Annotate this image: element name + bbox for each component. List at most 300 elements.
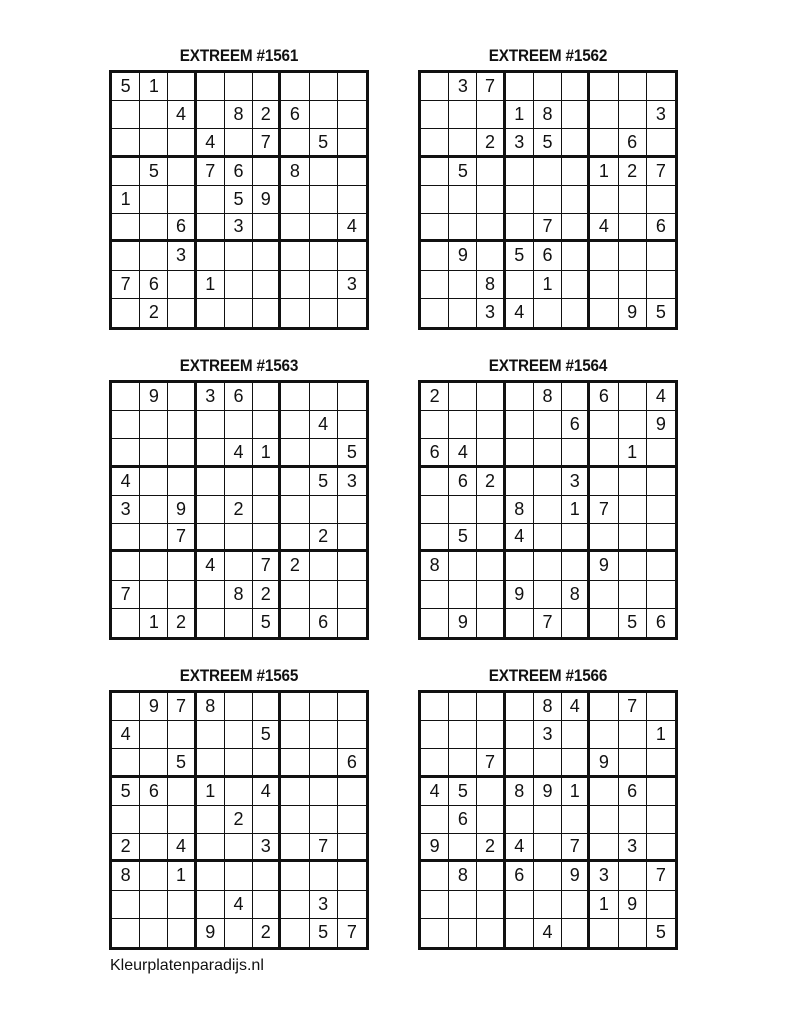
- sudoku-cell: 6: [619, 778, 647, 806]
- sudoku-cell: [562, 383, 590, 411]
- sudoku-cell: 1: [112, 186, 140, 214]
- sudoku-cell: 3: [562, 468, 590, 496]
- sudoku-cell: [477, 721, 505, 749]
- sudoku-cell: [619, 721, 647, 749]
- sudoku-cell: [562, 299, 590, 327]
- sudoku-cell: 1: [140, 609, 168, 637]
- sudoku-cell: 4: [310, 411, 338, 439]
- sudoku-cell: 9: [534, 778, 562, 806]
- sudoku-cell: 5: [310, 129, 338, 157]
- sudoku-cell: [140, 129, 168, 157]
- sudoku-cell: [590, 834, 618, 862]
- sudoku-cell: [590, 439, 618, 467]
- sudoku-cell: 6: [449, 468, 477, 496]
- sudoku-cell: [421, 186, 449, 214]
- sudoku-cell: [140, 468, 168, 496]
- sudoku-cell: [168, 891, 196, 919]
- sudoku-cell: [112, 242, 140, 270]
- sudoku-cell: [590, 806, 618, 834]
- sudoku-cell: [619, 862, 647, 890]
- sudoku-cell: [506, 919, 534, 947]
- sudoku-cell: [338, 891, 366, 919]
- sudoku-cell: 7: [168, 524, 196, 552]
- sudoku-cell: [647, 129, 675, 157]
- sudoku-cell: [562, 806, 590, 834]
- sudoku-cell: [225, 524, 253, 552]
- sudoku-cell: [421, 524, 449, 552]
- sudoku-cell: 2: [225, 496, 253, 524]
- sudoku-cell: 1: [619, 439, 647, 467]
- sudoku-cell: 5: [310, 468, 338, 496]
- sudoku-cell: 4: [168, 101, 196, 129]
- sudoku-grid: [418, 70, 678, 330]
- sudoku-cell: 5: [112, 73, 140, 101]
- sudoku-cell: 2: [112, 834, 140, 862]
- sudoku-cell: 2: [477, 834, 505, 862]
- sudoku-cell: [449, 129, 477, 157]
- sudoku-cell: [112, 693, 140, 721]
- sudoku-cell: [281, 806, 309, 834]
- sudoku-cell: 8: [562, 581, 590, 609]
- sudoku-cell: [197, 411, 225, 439]
- sudoku-cell: [197, 862, 225, 890]
- sudoku-cell: 3: [310, 891, 338, 919]
- sudoku-cell: [421, 299, 449, 327]
- sudoku-cell: [562, 891, 590, 919]
- sudoku-cell: 9: [619, 299, 647, 327]
- sudoku-cell: [562, 101, 590, 129]
- puzzle-title: EXTREEM #1562: [488, 46, 608, 65]
- puzzle-title: EXTREEM #1563: [179, 356, 299, 375]
- sudoku-cell: [225, 862, 253, 890]
- sudoku-cell: [281, 609, 309, 637]
- sudoku-cell: [619, 749, 647, 777]
- sudoku-cell: 5: [253, 609, 281, 637]
- sudoku-cell: [197, 186, 225, 214]
- sudoku-cell: [421, 242, 449, 270]
- sudoku-cell: [477, 806, 505, 834]
- puzzle-title: EXTREEM #1561: [179, 46, 299, 65]
- sudoku-cell: [619, 101, 647, 129]
- sudoku-cell: 8: [449, 862, 477, 890]
- sudoku-cell: [647, 468, 675, 496]
- sudoku-cell: [421, 214, 449, 242]
- sudoku-cell: 9: [590, 552, 618, 580]
- sudoku-cell: [197, 299, 225, 327]
- sudoku-cell: 3: [112, 496, 140, 524]
- footer-site-name: Kleurplatenparadijs.nl: [110, 957, 264, 974]
- sudoku-cell: [281, 73, 309, 101]
- sudoku-cell: [112, 299, 140, 327]
- sudoku-cell: 1: [590, 158, 618, 186]
- sudoku-cell: 8: [506, 778, 534, 806]
- sudoku-cell: 7: [477, 73, 505, 101]
- sudoku-cell: 5: [619, 609, 647, 637]
- sudoku-cell: 4: [647, 383, 675, 411]
- sudoku-cell: [449, 834, 477, 862]
- sudoku-cell: 9: [140, 383, 168, 411]
- sudoku-cell: [562, 271, 590, 299]
- sudoku-cell: 7: [168, 693, 196, 721]
- sudoku-cell: [310, 806, 338, 834]
- sudoku-cell: [449, 496, 477, 524]
- sudoku-cell: [140, 891, 168, 919]
- sudoku-cell: [590, 186, 618, 214]
- sudoku-cell: [421, 862, 449, 890]
- sudoku-cell: [225, 693, 253, 721]
- sudoku-cell: 6: [338, 749, 366, 777]
- sudoku-cell: [477, 242, 505, 270]
- sudoku-cell: [562, 242, 590, 270]
- sudoku-cell: [281, 749, 309, 777]
- sudoku-cell: 4: [506, 299, 534, 327]
- sudoku-cell: 6: [655, 612, 666, 633]
- sudoku-cell: [562, 214, 590, 242]
- sudoku-cell: [421, 129, 449, 157]
- sudoku-cell: 6: [140, 271, 168, 299]
- sudoku-cell: [253, 524, 281, 552]
- sudoku-cell: [534, 468, 562, 496]
- sudoku-cell: [338, 101, 366, 129]
- sudoku-cell: [112, 383, 140, 411]
- sudoku-cell: [590, 468, 618, 496]
- sudoku-cell: [506, 721, 534, 749]
- sudoku-cell: [421, 271, 449, 299]
- sudoku-cell: [534, 496, 562, 524]
- sudoku-cell: [112, 891, 140, 919]
- sudoku-cell: 4: [506, 524, 534, 552]
- sudoku-cell: [449, 581, 477, 609]
- sudoku-cell: [421, 609, 449, 637]
- sudoku-cell: 8: [534, 101, 562, 129]
- sudoku-cell: [338, 862, 366, 890]
- sudoku-cell: [506, 891, 534, 919]
- sudoku-cell: 3: [168, 242, 196, 270]
- sudoku-cell: 6: [449, 806, 477, 834]
- sudoku-cell: 4: [112, 721, 140, 749]
- sudoku-cell: [338, 552, 366, 580]
- sudoku-cell: 5: [338, 439, 366, 467]
- sudoku-cell: 8: [477, 271, 505, 299]
- sudoku-cell: [449, 919, 477, 947]
- sudoku-cell: [421, 749, 449, 777]
- sudoku-cell: 1: [506, 101, 534, 129]
- sudoku-cell: [112, 129, 140, 157]
- sudoku-cell: 6: [225, 158, 253, 186]
- sudoku-cell: 5: [449, 158, 477, 186]
- sudoku-cell: [590, 73, 618, 101]
- sudoku-cell: 3: [590, 862, 618, 890]
- sudoku-cell: [338, 834, 366, 862]
- sudoku-cell: [310, 383, 338, 411]
- sudoku-cell: [421, 806, 449, 834]
- sudoku-cell: 4: [225, 439, 253, 467]
- sudoku-cell: [506, 271, 534, 299]
- sudoku-cell: [338, 383, 366, 411]
- sudoku-cell: [477, 919, 505, 947]
- sudoku-cell: [168, 299, 196, 327]
- sudoku-cell: [112, 214, 140, 242]
- sudoku-cell: 2: [140, 299, 168, 327]
- sudoku-cell: 7: [253, 129, 281, 157]
- sudoku-cell: 4: [338, 214, 366, 242]
- sudoku-cell: [168, 439, 196, 467]
- sudoku-cell: 3: [477, 299, 505, 327]
- sudoku-cell: [140, 186, 168, 214]
- sudoku-cell: [197, 101, 225, 129]
- sudoku-cell: [338, 73, 366, 101]
- sudoku-cell: [281, 129, 309, 157]
- sudoku-cell: [197, 581, 225, 609]
- sudoku-cell: [647, 271, 675, 299]
- sudoku-cell: 5: [655, 922, 666, 943]
- sudoku-cell: 1: [197, 778, 225, 806]
- sudoku-cell: [421, 891, 449, 919]
- sudoku-cell: 8: [225, 101, 253, 129]
- sudoku-cell: [647, 891, 675, 919]
- sudoku-cell: 2: [225, 806, 253, 834]
- sudoku-cell: [310, 496, 338, 524]
- sudoku-cell: 5: [655, 302, 666, 323]
- sudoku-cell: [619, 186, 647, 214]
- sudoku-cell: 5: [225, 186, 253, 214]
- sudoku-cell: [281, 834, 309, 862]
- sudoku-cell: [310, 862, 338, 890]
- sudoku-cell: [619, 383, 647, 411]
- sudoku-cell: [506, 468, 534, 496]
- sudoku-cell: [225, 411, 253, 439]
- sudoku-cell: 1: [562, 496, 590, 524]
- sudoku-cell: [197, 73, 225, 101]
- sudoku-cell: [197, 721, 225, 749]
- sudoku-cell: [168, 468, 196, 496]
- sudoku-cell: [449, 214, 477, 242]
- sudoku-cell: [590, 101, 618, 129]
- sudoku-cell: [168, 158, 196, 186]
- sudoku-cell: 9: [449, 242, 477, 270]
- sudoku-cell: [449, 693, 477, 721]
- sudoku-cell: [112, 806, 140, 834]
- sudoku-cell: 7: [647, 862, 675, 890]
- sudoku-cell: [619, 919, 647, 947]
- sudoku-cell: [477, 496, 505, 524]
- sudoku-cell: 2: [253, 101, 281, 129]
- sudoku-cell: 3: [534, 721, 562, 749]
- sudoku-cell: 9: [168, 496, 196, 524]
- sudoku-cell: [477, 581, 505, 609]
- sudoku-cell: [168, 129, 196, 157]
- sudoku-cell: 3: [253, 834, 281, 862]
- sudoku-cell: [310, 299, 338, 327]
- sudoku-cell: [647, 242, 675, 270]
- sudoku-cell: [225, 73, 253, 101]
- sudoku-grid: [418, 380, 678, 640]
- sudoku-cell: [253, 299, 281, 327]
- sudoku-cell: [477, 693, 505, 721]
- sudoku-cell: 4: [197, 129, 225, 157]
- sudoku-cell: [506, 73, 534, 101]
- sudoku-cell: [281, 468, 309, 496]
- sudoku-cell: [310, 242, 338, 270]
- sudoku-cell: [168, 271, 196, 299]
- sudoku-cell: 6: [168, 214, 196, 242]
- sudoku-cell: [562, 73, 590, 101]
- sudoku-cell: [590, 271, 618, 299]
- sudoku-cell: [477, 214, 505, 242]
- sudoku-cell: 6: [140, 778, 168, 806]
- sudoku-cell: [168, 806, 196, 834]
- sudoku-cell: [253, 214, 281, 242]
- sudoku-cell: [534, 299, 562, 327]
- sudoku-cell: [477, 778, 505, 806]
- sudoku-cell: [225, 271, 253, 299]
- sudoku-cell: [112, 609, 140, 637]
- sudoku-cell: [647, 524, 675, 552]
- sudoku-cell: 7: [253, 552, 281, 580]
- sudoku-cell: [590, 693, 618, 721]
- sudoku-cell: 1: [534, 271, 562, 299]
- sudoku-cell: [590, 242, 618, 270]
- sudoku-cell: [619, 496, 647, 524]
- sudoku-cell: [534, 186, 562, 214]
- sudoku-cell: [197, 749, 225, 777]
- sudoku-cell: [506, 806, 534, 834]
- sudoku-cell: [281, 411, 309, 439]
- sudoku-cell: 5: [168, 749, 196, 777]
- sudoku-cell: [253, 749, 281, 777]
- sudoku-cell: [225, 299, 253, 327]
- sudoku-cell: [197, 439, 225, 467]
- sudoku-cell: [197, 524, 225, 552]
- sudoku-cell: [534, 524, 562, 552]
- sudoku-cell: [338, 721, 366, 749]
- sudoku-cell: [253, 891, 281, 919]
- sudoku-cell: [112, 524, 140, 552]
- sudoku-cell: [506, 609, 534, 637]
- sudoku-cell: [338, 693, 366, 721]
- sudoku-cell: [534, 891, 562, 919]
- sudoku-cell: [225, 552, 253, 580]
- sudoku-cell: [449, 411, 477, 439]
- sudoku-cell: [338, 242, 366, 270]
- sudoku-cell: [477, 609, 505, 637]
- sudoku-cell: [647, 749, 675, 777]
- sudoku-cell: 6: [619, 129, 647, 157]
- sudoku-cell: [590, 581, 618, 609]
- sudoku-cell: [281, 721, 309, 749]
- sudoku-cell: [562, 524, 590, 552]
- sudoku-cell: 2: [281, 552, 309, 580]
- sudoku-cell: [562, 749, 590, 777]
- sudoku-cell: [590, 609, 618, 637]
- sudoku-cell: [647, 73, 675, 101]
- sudoku-cell: [506, 552, 534, 580]
- sudoku-cell: 6: [421, 439, 449, 467]
- sudoku-cell: 3: [338, 271, 366, 299]
- sudoku-cell: [197, 891, 225, 919]
- sudoku-cell: 5: [506, 242, 534, 270]
- sudoku-cell: [449, 721, 477, 749]
- sudoku-cell: 7: [562, 834, 590, 862]
- sudoku-cell: 2: [310, 524, 338, 552]
- sudoku-cell: [225, 129, 253, 157]
- sudoku-cell: [619, 242, 647, 270]
- sudoku-grid: [109, 70, 369, 330]
- sudoku-cell: [647, 834, 675, 862]
- sudoku-cell: [534, 749, 562, 777]
- sudoku-cell: [310, 749, 338, 777]
- sudoku-cell: 2: [477, 129, 505, 157]
- sudoku-cell: [140, 439, 168, 467]
- sudoku-cell: 6: [506, 862, 534, 890]
- sudoku-cell: 4: [253, 778, 281, 806]
- sudoku-cell: [338, 778, 366, 806]
- sudoku-cell: 7: [477, 749, 505, 777]
- sudoku-cell: [310, 721, 338, 749]
- sudoku-cell: 3: [338, 468, 366, 496]
- sudoku-cell: [168, 721, 196, 749]
- sudoku-cell: [281, 299, 309, 327]
- sudoku-cell: 9: [562, 862, 590, 890]
- sudoku-cell: [225, 468, 253, 496]
- sudoku-cell: [562, 552, 590, 580]
- sudoku-cell: [477, 158, 505, 186]
- sudoku-cell: 6: [647, 214, 675, 242]
- sudoku-cell: [338, 581, 366, 609]
- sudoku-cell: [112, 919, 140, 947]
- sudoku-cell: 7: [112, 581, 140, 609]
- sudoku-cell: 1: [197, 271, 225, 299]
- sudoku-cell: [310, 778, 338, 806]
- sudoku-cell: [421, 581, 449, 609]
- sudoku-cell: [253, 693, 281, 721]
- sudoku-cell: 5: [449, 778, 477, 806]
- sudoku-cell: [140, 581, 168, 609]
- sudoku-cell: [534, 73, 562, 101]
- sudoku-cell: 9: [197, 919, 225, 947]
- sudoku-cell: 4: [168, 834, 196, 862]
- sudoku-cell: 8: [421, 552, 449, 580]
- sudoku-cell: 9: [140, 693, 168, 721]
- sudoku-cell: [140, 862, 168, 890]
- sudoku-cell: [281, 891, 309, 919]
- sudoku-cell: [506, 158, 534, 186]
- sudoku-cell: [112, 552, 140, 580]
- sudoku-cell: 6: [310, 609, 338, 637]
- sudoku-cell: [477, 101, 505, 129]
- sudoku-cell: [477, 862, 505, 890]
- sudoku-cell: 2: [477, 468, 505, 496]
- sudoku-cell: 4: [112, 468, 140, 496]
- sudoku-cell: 7: [534, 609, 562, 637]
- sudoku-cell: [619, 468, 647, 496]
- sudoku-cell: [338, 806, 366, 834]
- sudoku-cell: [421, 496, 449, 524]
- sudoku-cell: [562, 919, 590, 947]
- sudoku-cell: 4: [534, 919, 562, 947]
- sudoku-cell: [647, 806, 675, 834]
- sudoku-cell: [619, 73, 647, 101]
- sudoku-cell: [421, 73, 449, 101]
- sudoku-cell: [310, 186, 338, 214]
- sudoku-cell: 9: [619, 891, 647, 919]
- sudoku-cell: 5: [112, 778, 140, 806]
- puzzle-title: EXTREEM #1564: [488, 356, 608, 375]
- sudoku-cell: [168, 581, 196, 609]
- sudoku-cell: [197, 834, 225, 862]
- sudoku-cell: [534, 806, 562, 834]
- sudoku-cell: 4: [562, 693, 590, 721]
